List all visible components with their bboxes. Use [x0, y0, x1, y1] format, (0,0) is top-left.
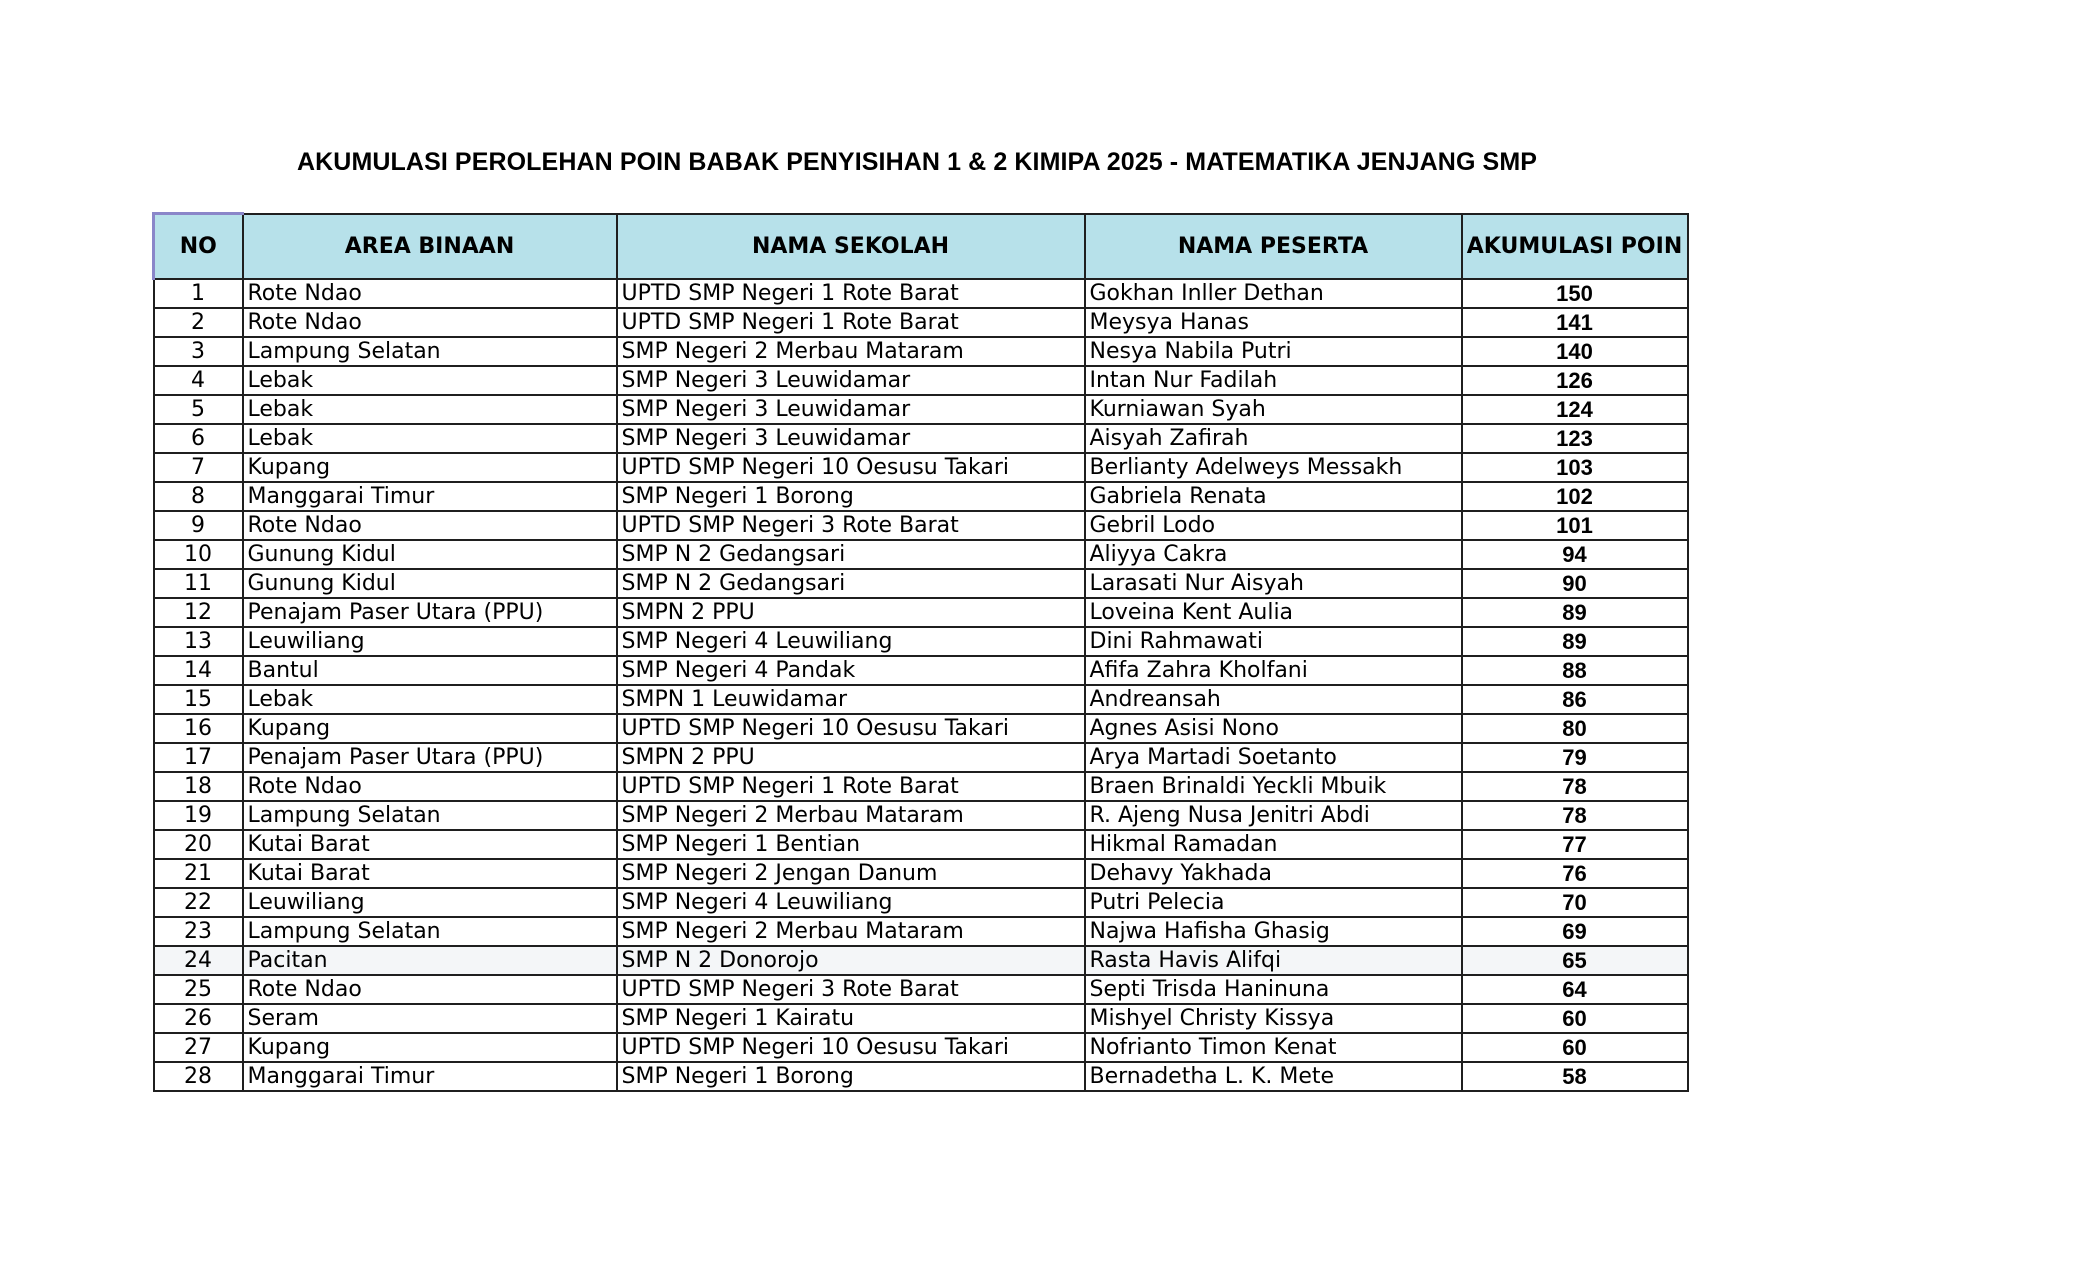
table-row	[154, 453, 1688, 482]
cell-nama-sekolah: SMP Negeri 2 Jengan Danum	[617, 859, 1085, 888]
table-row	[154, 917, 1688, 946]
cell-no: 5	[154, 395, 243, 424]
table-row	[154, 685, 1688, 714]
cell-akumulasi-poin: 80	[1462, 714, 1688, 743]
results-table	[152, 212, 1689, 1092]
cell-nama-sekolah: UPTD SMP Negeri 1 Rote Barat	[617, 279, 1085, 308]
cell-area-binaan: Kupang	[243, 714, 617, 743]
table-row	[154, 366, 1688, 395]
cell-area-binaan: Penajam Paser Utara (PPU)	[243, 598, 617, 627]
cell-area-binaan: Lampung Selatan	[243, 337, 617, 366]
cell-nama-peserta: Intan Nur Fadilah	[1085, 366, 1462, 395]
cell-nama-peserta: Andreansah	[1085, 685, 1462, 714]
cell-nama-peserta: Dehavy Yakhada	[1085, 859, 1462, 888]
cell-akumulasi-poin: 60	[1462, 1004, 1688, 1033]
header-akumulasi-poin: AKUMULASI POIN	[1462, 214, 1688, 280]
cell-area-binaan: Penajam Paser Utara (PPU)	[243, 743, 617, 772]
cell-nama-sekolah: UPTD SMP Negeri 1 Rote Barat	[617, 772, 1085, 801]
cell-nama-sekolah: SMP Negeri 1 Bentian	[617, 830, 1085, 859]
cell-area-binaan: Rote Ndao	[243, 279, 617, 308]
cell-nama-sekolah: UPTD SMP Negeri 3 Rote Barat	[617, 511, 1085, 540]
cell-no: 18	[154, 772, 243, 801]
cell-nama-peserta: Gabriela Renata	[1085, 482, 1462, 511]
cell-no: 10	[154, 540, 243, 569]
table-row	[154, 656, 1688, 685]
cell-nama-sekolah: UPTD SMP Negeri 10 Oesusu Takari	[617, 714, 1085, 743]
cell-nama-peserta: Kurniawan Syah	[1085, 395, 1462, 424]
cell-nama-sekolah: SMP Negeri 4 Leuwiliang	[617, 888, 1085, 917]
cell-nama-peserta: Nesya Nabila Putri	[1085, 337, 1462, 366]
cell-akumulasi-poin: 88	[1462, 656, 1688, 685]
table-row	[154, 424, 1688, 453]
cell-no: 21	[154, 859, 243, 888]
table-row	[154, 743, 1688, 772]
cell-nama-sekolah: UPTD SMP Negeri 10 Oesusu Takari	[617, 1033, 1085, 1062]
cell-nama-peserta: Loveina Kent Aulia	[1085, 598, 1462, 627]
cell-akumulasi-poin: 79	[1462, 743, 1688, 772]
cell-nama-peserta: Arya Martadi Soetanto	[1085, 743, 1462, 772]
cell-akumulasi-poin: 141	[1462, 308, 1688, 337]
table-header-row	[154, 214, 1688, 280]
cell-no: 25	[154, 975, 243, 1004]
cell-nama-peserta: Meysya Hanas	[1085, 308, 1462, 337]
cell-akumulasi-poin: 124	[1462, 395, 1688, 424]
cell-nama-sekolah: SMP Negeri 3 Leuwidamar	[617, 395, 1085, 424]
cell-no: 1	[154, 279, 243, 308]
cell-nama-peserta: Septi Trisda Haninuna	[1085, 975, 1462, 1004]
cell-no: 3	[154, 337, 243, 366]
header-no: NO	[154, 214, 243, 280]
table-row	[154, 801, 1688, 830]
cell-nama-sekolah: SMPN 2 PPU	[617, 598, 1085, 627]
cell-nama-peserta: Agnes Asisi Nono	[1085, 714, 1462, 743]
cell-no: 19	[154, 801, 243, 830]
cell-no: 20	[154, 830, 243, 859]
cell-akumulasi-poin: 89	[1462, 598, 1688, 627]
cell-akumulasi-poin: 101	[1462, 511, 1688, 540]
table-row	[154, 714, 1688, 743]
cell-no: 14	[154, 656, 243, 685]
table-row	[154, 1033, 1688, 1062]
cell-nama-sekolah: SMP Negeri 3 Leuwidamar	[617, 424, 1085, 453]
cell-no: 17	[154, 743, 243, 772]
cell-akumulasi-poin: 77	[1462, 830, 1688, 859]
cell-nama-sekolah: SMP Negeri 1 Borong	[617, 482, 1085, 511]
cell-nama-peserta: Aisyah Zafirah	[1085, 424, 1462, 453]
table-row	[154, 337, 1688, 366]
cell-nama-peserta: Dini Rahmawati	[1085, 627, 1462, 656]
cell-akumulasi-poin: 58	[1462, 1062, 1688, 1091]
cell-akumulasi-poin: 123	[1462, 424, 1688, 453]
cell-no: 4	[154, 366, 243, 395]
table-row	[154, 1062, 1688, 1091]
table-row	[154, 598, 1688, 627]
cell-area-binaan: Lebak	[243, 366, 617, 395]
cell-nama-sekolah: SMP Negeri 2 Merbau Mataram	[617, 337, 1085, 366]
table-row	[154, 859, 1688, 888]
cell-area-binaan: Lampung Selatan	[243, 801, 617, 830]
cell-nama-sekolah: SMP Negeri 4 Pandak	[617, 656, 1085, 685]
header-nama-sekolah: NAMA SEKOLAH	[617, 214, 1085, 280]
cell-no: 22	[154, 888, 243, 917]
cell-area-binaan: Gunung Kidul	[243, 569, 617, 598]
cell-no: 16	[154, 714, 243, 743]
cell-area-binaan: Lebak	[243, 395, 617, 424]
cell-akumulasi-poin: 102	[1462, 482, 1688, 511]
cell-akumulasi-poin: 103	[1462, 453, 1688, 482]
cell-nama-sekolah: UPTD SMP Negeri 3 Rote Barat	[617, 975, 1085, 1004]
cell-area-binaan: Pacitan	[243, 946, 617, 975]
cell-nama-peserta: Afifa Zahra Kholfani	[1085, 656, 1462, 685]
cell-no: 28	[154, 1062, 243, 1091]
table-row	[154, 975, 1688, 1004]
table-row	[154, 395, 1688, 424]
table-row	[154, 482, 1688, 511]
cell-akumulasi-poin: 64	[1462, 975, 1688, 1004]
cell-no: 13	[154, 627, 243, 656]
cell-nama-sekolah: UPTD SMP Negeri 1 Rote Barat	[617, 308, 1085, 337]
cell-area-binaan: Leuwiliang	[243, 888, 617, 917]
cell-nama-sekolah: SMP N 2 Donorojo	[617, 946, 1085, 975]
cell-nama-peserta: Berlianty Adelweys Messakh	[1085, 453, 1462, 482]
cell-akumulasi-poin: 76	[1462, 859, 1688, 888]
cell-akumulasi-poin: 78	[1462, 772, 1688, 801]
cell-nama-sekolah: SMP Negeri 3 Leuwidamar	[617, 366, 1085, 395]
cell-area-binaan: Rote Ndao	[243, 772, 617, 801]
table-body	[154, 279, 1688, 1091]
cell-no: 9	[154, 511, 243, 540]
table-row	[154, 946, 1688, 975]
cell-area-binaan: Rote Ndao	[243, 975, 617, 1004]
cell-no: 27	[154, 1033, 243, 1062]
cell-no: 26	[154, 1004, 243, 1033]
table-row	[154, 830, 1688, 859]
cell-nama-peserta: Hikmal Ramadan	[1085, 830, 1462, 859]
cell-area-binaan: Seram	[243, 1004, 617, 1033]
cell-nama-peserta: Braen Brinaldi Yeckli Mbuik	[1085, 772, 1462, 801]
cell-nama-peserta: Larasati Nur Aisyah	[1085, 569, 1462, 598]
cell-nama-peserta: Putri Pelecia	[1085, 888, 1462, 917]
cell-akumulasi-poin: 89	[1462, 627, 1688, 656]
cell-akumulasi-poin: 150	[1462, 279, 1688, 308]
cell-area-binaan: Leuwiliang	[243, 627, 617, 656]
cell-no: 23	[154, 917, 243, 946]
header-area-binaan: AREA BINAAN	[243, 214, 617, 280]
cell-no: 15	[154, 685, 243, 714]
cell-area-binaan: Manggarai Timur	[243, 1062, 617, 1091]
cell-nama-sekolah: SMP Negeri 4 Leuwiliang	[617, 627, 1085, 656]
cell-nama-peserta: R. Ajeng Nusa Jenitri Abdi	[1085, 801, 1462, 830]
cell-area-binaan: Manggarai Timur	[243, 482, 617, 511]
cell-area-binaan: Lebak	[243, 424, 617, 453]
cell-nama-sekolah: SMP Negeri 1 Kairatu	[617, 1004, 1085, 1033]
cell-no: 2	[154, 308, 243, 337]
cell-akumulasi-poin: 60	[1462, 1033, 1688, 1062]
cell-area-binaan: Kutai Barat	[243, 830, 617, 859]
cell-no: 11	[154, 569, 243, 598]
cell-nama-sekolah: SMPN 2 PPU	[617, 743, 1085, 772]
cell-akumulasi-poin: 94	[1462, 540, 1688, 569]
cell-nama-sekolah: SMP Negeri 2 Merbau Mataram	[617, 917, 1085, 946]
cell-area-binaan: Bantul	[243, 656, 617, 685]
header-nama-peserta: NAMA PESERTA	[1085, 214, 1462, 280]
table-row	[154, 569, 1688, 598]
cell-nama-peserta: Mishyel Christy Kissya	[1085, 1004, 1462, 1033]
cell-akumulasi-poin: 70	[1462, 888, 1688, 917]
cell-no: 6	[154, 424, 243, 453]
cell-area-binaan: Rote Ndao	[243, 511, 617, 540]
cell-area-binaan: Kutai Barat	[243, 859, 617, 888]
cell-area-binaan: Rote Ndao	[243, 308, 617, 337]
cell-akumulasi-poin: 69	[1462, 917, 1688, 946]
cell-no: 12	[154, 598, 243, 627]
cell-no: 7	[154, 453, 243, 482]
cell-nama-peserta: Aliyya Cakra	[1085, 540, 1462, 569]
cell-nama-sekolah: SMPN 1 Leuwidamar	[617, 685, 1085, 714]
cell-nama-sekolah: SMP N 2 Gedangsari	[617, 569, 1085, 598]
cell-area-binaan: Lampung Selatan	[243, 917, 617, 946]
table-row	[154, 279, 1688, 308]
cell-area-binaan: Kupang	[243, 1033, 617, 1062]
cell-nama-sekolah: SMP Negeri 2 Merbau Mataram	[617, 801, 1085, 830]
cell-nama-sekolah: SMP Negeri 1 Borong	[617, 1062, 1085, 1091]
table-row	[154, 540, 1688, 569]
cell-akumulasi-poin: 86	[1462, 685, 1688, 714]
cell-akumulasi-poin: 140	[1462, 337, 1688, 366]
cell-nama-peserta: Najwa Hafisha Ghasig	[1085, 917, 1462, 946]
cell-no: 24	[154, 946, 243, 975]
cell-nama-sekolah: SMP N 2 Gedangsari	[617, 540, 1085, 569]
cell-nama-peserta: Nofrianto Timon Kenat	[1085, 1033, 1462, 1062]
table-row	[154, 888, 1688, 917]
cell-area-binaan: Gunung Kidul	[243, 540, 617, 569]
cell-area-binaan: Lebak	[243, 685, 617, 714]
cell-akumulasi-poin: 78	[1462, 801, 1688, 830]
table-row	[154, 1004, 1688, 1033]
cell-nama-peserta: Gokhan Inller Dethan	[1085, 279, 1462, 308]
cell-akumulasi-poin: 126	[1462, 366, 1688, 395]
cell-nama-peserta: Bernadetha L. K. Mete	[1085, 1062, 1462, 1091]
cell-area-binaan: Kupang	[243, 453, 617, 482]
cell-no: 8	[154, 482, 243, 511]
cell-nama-peserta: Gebril Lodo	[1085, 511, 1462, 540]
cell-nama-peserta: Rasta Havis Alifqi	[1085, 946, 1462, 975]
cell-akumulasi-poin: 90	[1462, 569, 1688, 598]
table-row	[154, 308, 1688, 337]
cell-akumulasi-poin: 65	[1462, 946, 1688, 975]
table-row	[154, 772, 1688, 801]
table-row	[154, 627, 1688, 656]
table-row	[154, 511, 1688, 540]
page-title: AKUMULASI PEROLEHAN POIN BABAK PENYISIHAN 1 & 2 KIMIPA 2025 - MATEMATIKA JENJANG SMP	[297, 148, 1538, 176]
cell-nama-sekolah: UPTD SMP Negeri 10 Oesusu Takari	[617, 453, 1085, 482]
